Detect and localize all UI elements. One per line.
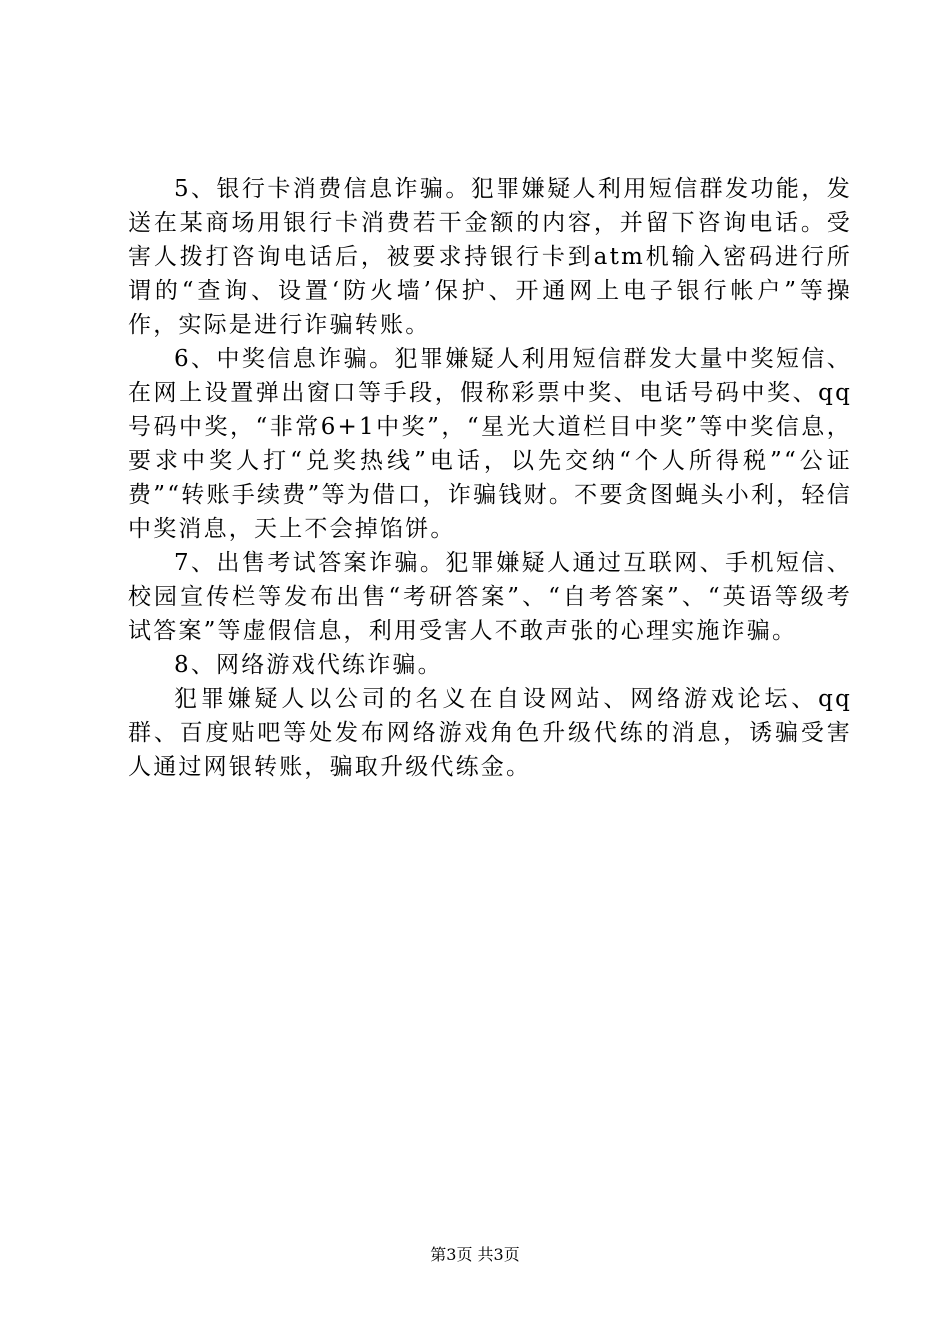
document-body	[128, 172, 852, 784]
paragraph-prize-fraud: 6、中奖信息诈骗。犯罪嫌疑人利用短信群发大量中奖短信、在网上设置弹出窗口等手段，假称彩票中奖、电话号码中奖、qq号码中奖，“非常6+1中奖”，“星光大道栏目中奖”等中奖信息，要求中奖人打“兑奖热线”电话，以先交纳“个人所得税”“公证费”“转账手续费”等为借口，诈骗钱财。不要贪图蝇头小利，轻信中奖消息，天上不会掉馅饼。	[128, 346, 852, 542]
paragraph-game-boosting-heading: 8、网络游戏代练诈骗。	[174, 652, 443, 678]
paragraph-game-boosting-body: 犯罪嫌疑人以公司的名义在自设网站、网络游戏论坛、qq群、百度贴吧等处发布网络游戏角色升级代练的消息，诱骗受害人通过网银转账，骗取升级代练金。	[128, 686, 852, 780]
paragraph-bank-card-fraud: 5、银行卡消费信息诈骗。犯罪嫌疑人利用短信群发功能，发送在某商场用银行卡消费若干金额的内容，并留下咨询电话。受害人拨打咨询电话后，被要求持银行卡到atm机输入密码进行所谓的“查询、设置‘防火墙’保护、开通网上电子银行帐户”等操作，实际是进行诈骗转账。	[128, 176, 852, 338]
page-footer: 第3页 共3页	[430, 1245, 520, 1264]
paragraph-exam-answer-fraud: 7、出售考试答案诈骗。犯罪嫌疑人通过互联网、手机短信、校园宣传栏等发布出售“考研答案”、“自考答案”、“英语等级考试答案”等虚假信息，利用受害人不敢声张的心理实施诈骗。	[128, 550, 852, 644]
